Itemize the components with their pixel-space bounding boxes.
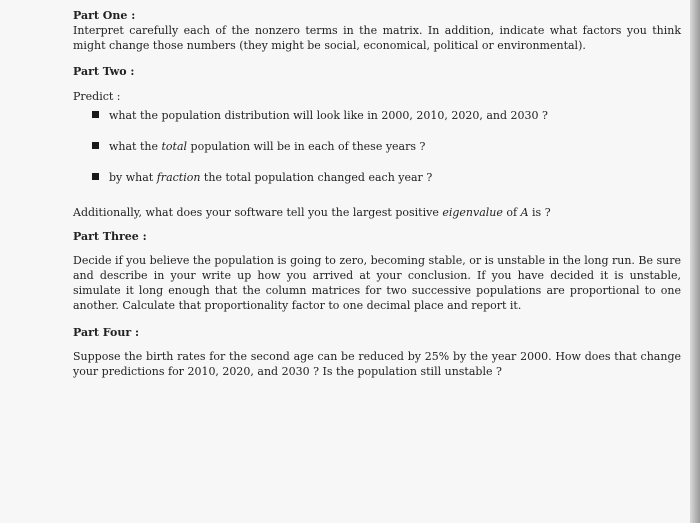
part-four-body: Suppose the birth rates for the second age can be reduced by 25% by the year 2000. How does that change your predictions for 2010, 2020, and 2030 ? Is the population still unstable ?	[73, 350, 681, 378]
part-three-heading: Part Three :	[73, 230, 147, 243]
part-one-heading: Part One :	[73, 9, 136, 22]
part-four-heading: Part Four :	[73, 326, 140, 339]
predict-label: Predict :	[73, 90, 121, 103]
list-item: what the total population will be in each of these years ?	[73, 139, 681, 154]
list-item: by what fraction the total population changed each year ?	[73, 170, 681, 185]
assignment-document	[73, 8, 681, 379]
part-two-heading: Part Two :	[73, 65, 135, 78]
square-bullet-icon	[92, 142, 99, 149]
prediction-list	[73, 108, 681, 185]
part-three-body: Decide if you believe the population is going to zero, becoming stable, or is unstable in the long run. Be sure and describe in your write up how you arrived at your conclusion. If you have decided it is unstable, simulate it long enough that the column matrices for two successive populations are proportional to one another. Calculate that proportionality factor to one decimal place and report it.	[73, 254, 681, 312]
eigenvalue-question: Additionally, what does your software tell you the largest positive eigenvalue of A is ?	[73, 206, 551, 219]
list-item: what the population distribution will look like in 2000, 2010, 2020, and 2030 ?	[73, 108, 681, 123]
square-bullet-icon	[92, 173, 99, 180]
square-bullet-icon	[92, 111, 99, 118]
part-one-body: Interpret carefully each of the nonzero terms in the matrix. In addition, indicate what factors you think might change those numbers (they might be social, economical, political or environmental).	[73, 24, 681, 52]
page-edge-shadow	[690, 0, 700, 523]
